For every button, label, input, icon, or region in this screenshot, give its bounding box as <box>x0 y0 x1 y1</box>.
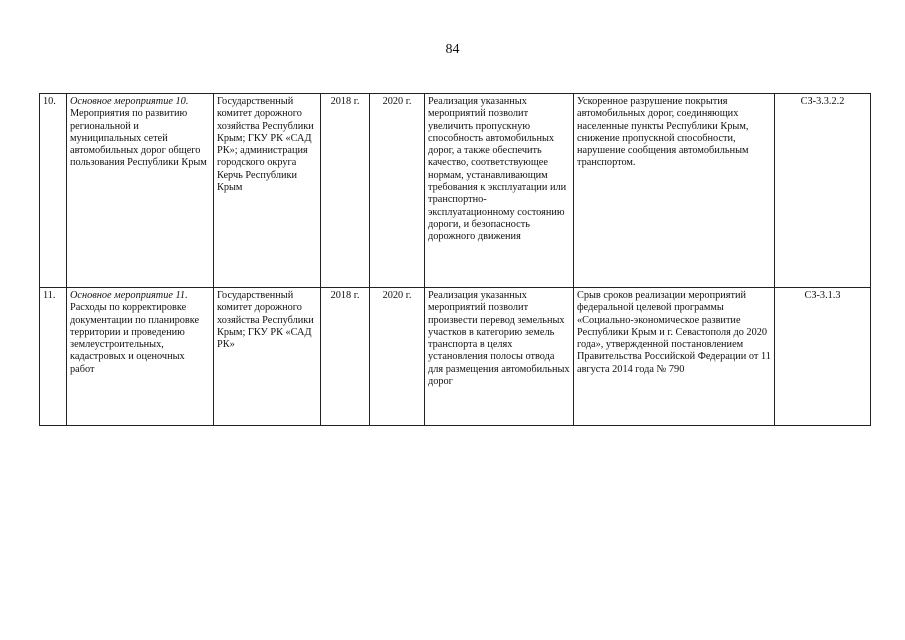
non-implementation-consequences: Срыв сроков реализации мероприятий федеральной целевой программы «Социально-экономическое развитие Республики Крым и г. Севастополя до 2020 года», утвержденной постановлением Правительства Российской Федерации от 11 августа 2014 года № 790 <box>574 288 775 426</box>
measure-label: Основное мероприятие 10. <box>70 96 189 107</box>
responsible-executor: Государственный комитет дорожного хозяйства Республики Крым; ГКУ РК «САД РК»; администрация городского округа Керчь Республики Крым <box>214 94 321 288</box>
page-number: 84 <box>445 42 460 57</box>
start-year: 2018 г. <box>321 288 370 426</box>
measure-title <box>67 288 214 426</box>
expected-result: Реализация указанных мероприятий позволит произвести перевод земельных участков в категорию земель транспорта в целях установления полосы отвода для размещения автомобильных дорог <box>425 288 574 426</box>
row-number: 11. <box>40 288 67 426</box>
row-number: 10. <box>40 94 67 288</box>
responsible-executor: Государственный комитет дорожного хозяйства Республики Крым; ГКУ РК «САД РК» <box>214 288 321 426</box>
table-row <box>40 94 871 288</box>
end-year: 2020 г. <box>370 94 425 288</box>
measures-table <box>39 93 871 426</box>
measure-label: Основное мероприятие 11. <box>70 290 188 301</box>
indicator-code: СЗ-3.3.2.2 <box>775 94 871 288</box>
start-year: 2018 г. <box>321 94 370 288</box>
measure-description: Расходы по корректировке документации по планировке территории и проведению землеустроительных, кадастровых и оценочных работ <box>70 302 200 375</box>
measure-description: Мероприятия по развитию региональной и муниципальных сетей автомобильных дорог общего пользования Республики Крым <box>70 108 207 169</box>
measure-title <box>67 94 214 288</box>
non-implementation-consequences: Ускоренное разрушение покрытия автомобильных дорог, соединяющих населенные пункты Республики Крым, снижение пропускной способности, нарушение сообщения автомобильным транспортом. <box>574 94 775 288</box>
end-year: 2020 г. <box>370 288 425 426</box>
expected-result: Реализация указанных мероприятий позволит увеличить пропускную способность автомобильных дорог, а также обеспечить качество, соответствующее нормам, устанавливающим требования к эксплуатации или транспортно-эксплуатационному состоянию дороги, и безопасность дорожного движения <box>425 94 574 288</box>
indicator-code: СЗ-3.1.3 <box>775 288 871 426</box>
table-row <box>40 288 871 426</box>
